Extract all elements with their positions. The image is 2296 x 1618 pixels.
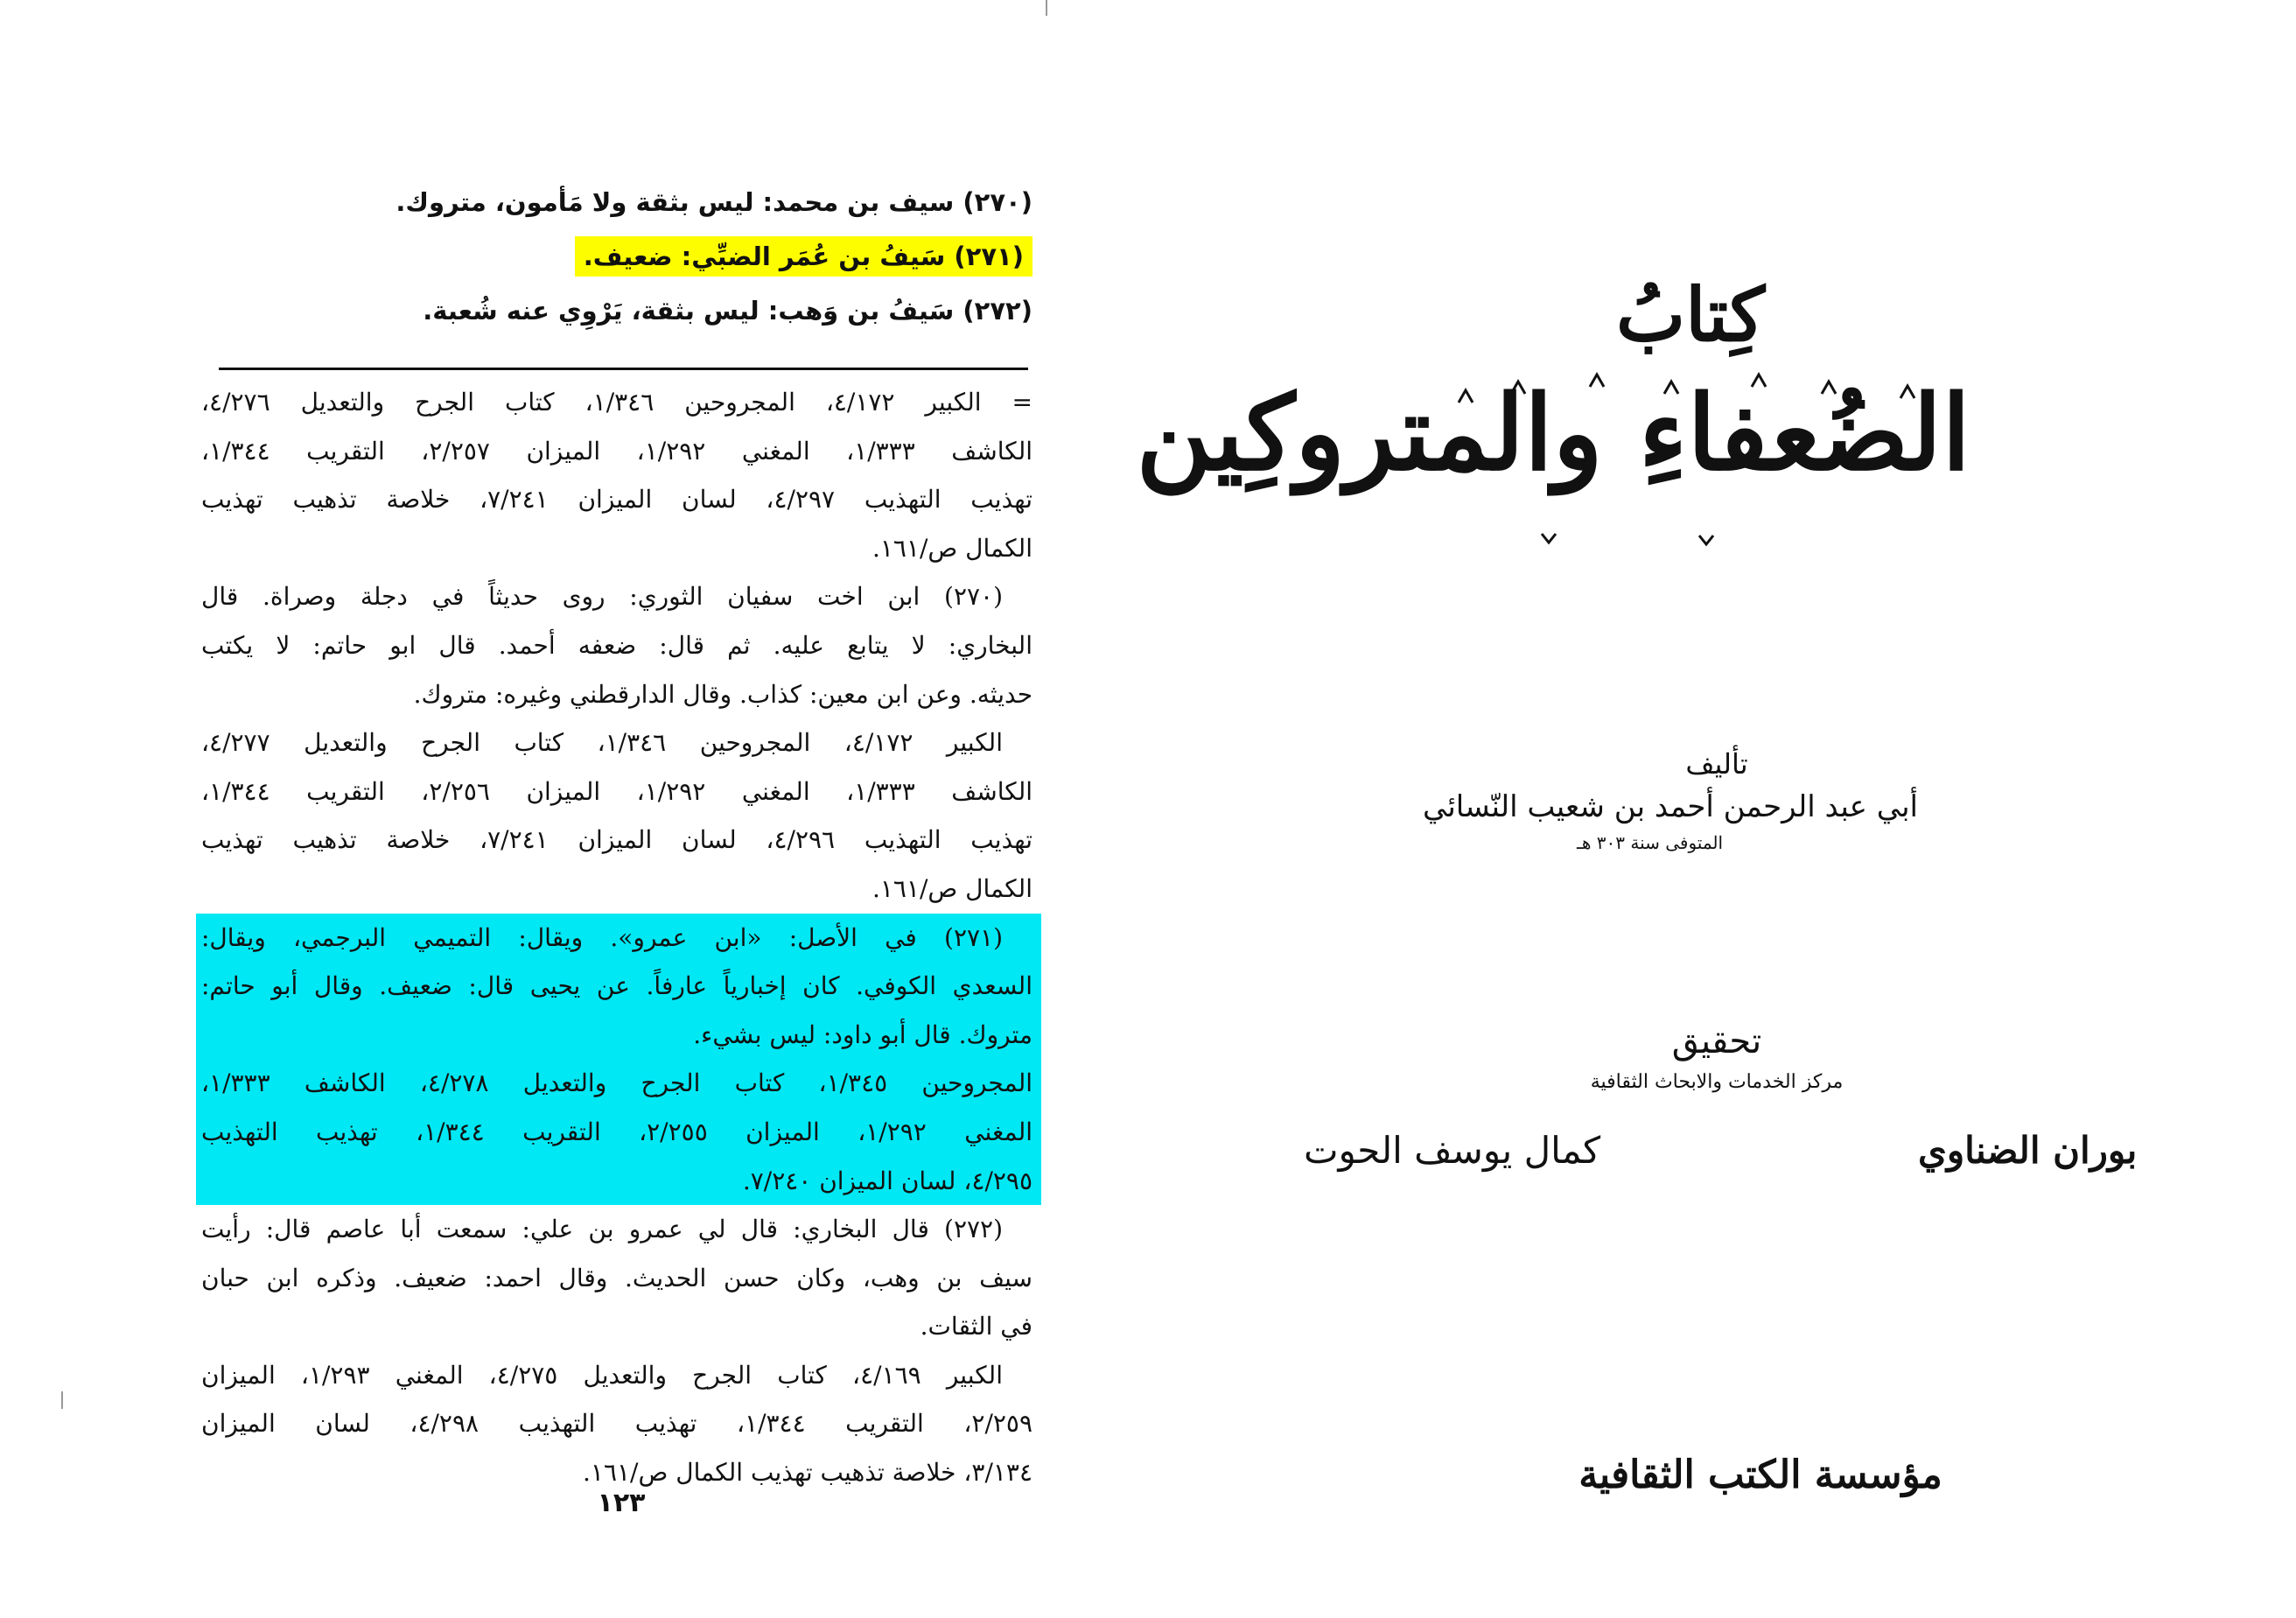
footnote-line: في الثقات. [920, 1312, 1032, 1341]
footnote-divider [219, 368, 1028, 370]
scan-edge-mark [61, 1391, 63, 1409]
editor-name: كمال يوسف الحوت [1304, 1129, 1601, 1172]
research-center: مركز الخدمات والابحاث الثقافية [1590, 1071, 1844, 1093]
footnote-line: تهذيب التهذيب ٤/٢٩٧، لسان الميزان ٧/٢٤١، خلاصة تذهيب تهذيب [201, 485, 1032, 515]
author-death-date: المتوفى سنة ٣٠٣ هـ [1577, 832, 1724, 853]
tahqiq-label: تحقيق [1671, 1021, 1762, 1061]
tahqiq-block [1542, 1015, 1892, 1097]
title-block [1136, 263, 1970, 499]
editor-name: بوران الضناوي [1918, 1129, 2138, 1172]
highlighted-entry: (٢٧١) سَيفُ بن عُمَر الضبِّي: ضعيف. [575, 236, 1032, 277]
footnote-line: الكاشف ١/٣٣٣، المغني ١/٢٩٢، الميزان ٢/٢٥٦، التقريب ١/٣٤٤، [201, 776, 1033, 806]
footnote-line: ٤/٢٩٥، لسان الميزان ٧/٢٤٠. [742, 1166, 1032, 1195]
footnote-270-refs [201, 718, 1032, 913]
right-page [1136, 0, 2296, 1618]
footnotes [201, 378, 1032, 1497]
entry-272: (٢٧٢) سَيفُ بن وَهب: ليس بثقة، يَرْوِي عنه شُعبة. [423, 296, 1032, 326]
footnote-272 [201, 1205, 1032, 1351]
footnote-line: السعدي الكوفي. كان إخبارياً عارفاً. عن يحيى قال: ضعيف. وقال أبو حاتم: [201, 971, 1032, 1001]
author-block [1422, 744, 1918, 856]
footnote-272-refs [201, 1351, 1032, 1497]
entries-list [201, 175, 1032, 338]
footnote-line: الكاشف ١/٣٣٣، المغني ١/٢٩٢، الميزان ٢/٢٥٧، التقريب ١/٣٤٤، [201, 436, 1033, 466]
footnote-line: ٢/٢٥٩، التقريب ١/٣٤٤، تهذيب التهذيب ٤/٢٩٨، لسان الميزان [201, 1409, 1032, 1439]
page-number: ١٢٣ [597, 1488, 646, 1518]
footnote-line: = الكبير ٤/١٧٢، المجروحين ١/٣٤٦، كتاب الجرح والتعديل ٤/٢٧٦، [201, 388, 1032, 417]
footnote-271-refs-highlighted [196, 1059, 1041, 1205]
footnote-line: الكمال ص/١٦١. [872, 533, 1032, 563]
publisher-name: مؤسسة الكتب الثقافية [1578, 1453, 1942, 1497]
author-label: تأليف [1685, 747, 1748, 781]
footnote-line: الكبير ٤/١٧٢، المجروحين ١/٣٤٦، كتاب الجرح والتعديل ٤/٢٧٧، [201, 728, 1003, 758]
footnote-line: حديثه. وعن ابن معين: كذاب. وقال الدارقطني وغيره: متروك. [413, 679, 1032, 709]
footnote-271-highlighted [196, 914, 1041, 1060]
footnote-line: الكبير ٤/١٦٩، كتاب الجرح والتعديل ٤/٢٧٥، المغني ١/٢٩٣، الميزان [201, 1360, 1003, 1390]
footnote-270 [201, 572, 1032, 718]
footnote-line: (٢٧٠) ابن اخت سفيان الثوري: روى حديثاً في دجلة وصراة. قال [201, 582, 1003, 612]
footnote-line: الكمال ص/١٦١. [872, 873, 1032, 903]
book-label: كِتابُ [1615, 271, 1765, 358]
scan-edge-mark [1046, 0, 1047, 16]
footnote-line: متروك. قال أبو داود: ليس بشيء. [693, 1019, 1032, 1049]
entry-271 [201, 229, 1032, 284]
footnote-line: (٢٧٢) قال البخاري: قال لي عمرو بن علي: سمعت أبا عاصم قال: رأيت [201, 1215, 1003, 1244]
footnote-line: تهذيب التهذيب ٤/٢٩٦، لسان الميزان ٧/٢٤١، خلاصة تذهيب تهذيب [201, 825, 1032, 855]
book-title: الضُعفاءِ والمتروكِين [1136, 372, 1970, 494]
footnote-line: ٣/١٣٤، خلاصة تذهيب تهذيب الكمال ص/١٦١. [583, 1458, 1032, 1488]
footnote-line: المجروحين ١/٣٤٥، كتاب الجرح والتعديل ٤/٢٧٨، الكاشف ١/٣٣٣، [201, 1068, 1033, 1098]
footnote-line: البخاري: لا يتابع عليه. ثم قال: ضعفه أحمد. قال ابو حاتم: لا يكتب [201, 630, 1032, 660]
entry-270: (٢٧٠) سيف بن محمد: ليس بثقة ولا مَأمون، متروك. [396, 187, 1032, 217]
footnote-line: (٢٧١) في الأصل: «ابن عمرو». ويقال: التميمي البرجمي، ويقال: [201, 922, 1003, 952]
author-name: أبي عبد الرحمن أحمد بن شعيب النّسائي [1422, 789, 1918, 824]
footnote-continued [201, 378, 1032, 572]
footnote-line: المغني ١/٢٩٢، الميزان ٢/٢٥٥، التقريب ١/٣٤٤، تهذيب التهذيب [201, 1117, 1033, 1146]
footnote-line: سيف بن وهب، وكان حسن الحديث. وقال احمد: ضعيف. وذكره ابن حبان [201, 1263, 1032, 1292]
